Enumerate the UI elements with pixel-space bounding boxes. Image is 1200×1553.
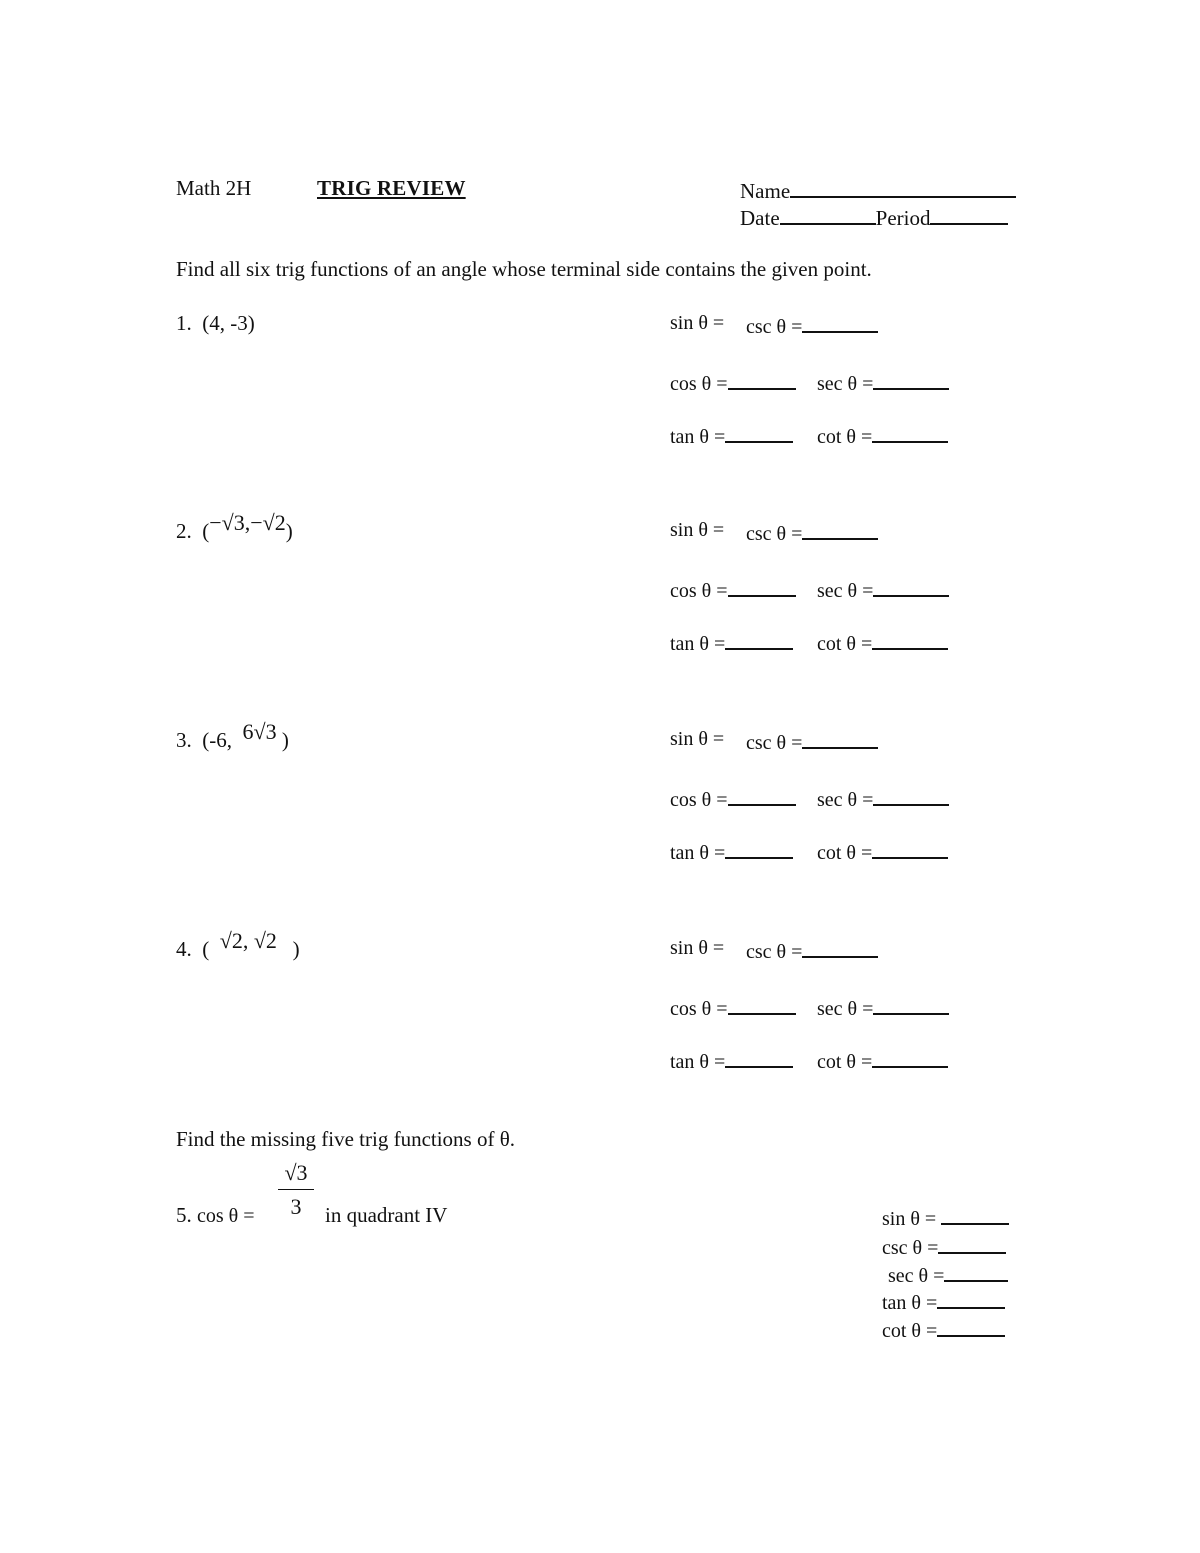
- p3-tan-answer[interactable]: [670, 839, 793, 863]
- problem-number: 5.: [176, 1203, 192, 1227]
- cos-label: cos θ =: [670, 998, 728, 1020]
- quadrant-condition: in quadrant IV: [325, 1203, 448, 1227]
- csc-label: csc θ =: [746, 523, 803, 545]
- p4-tan-answer[interactable]: [670, 1048, 793, 1072]
- tan-label: tan θ =: [670, 426, 726, 448]
- point-open: (: [202, 519, 210, 543]
- cos-label: cos θ =: [670, 789, 728, 811]
- sec-label: sec θ =: [817, 373, 874, 395]
- section1-instructions: Find all six trig functions of an angle whose terminal side contains the given point.: [176, 257, 872, 281]
- p5-tan-answer[interactable]: [882, 1289, 1005, 1313]
- p2-sec-answer[interactable]: [817, 577, 949, 601]
- answer-blank[interactable]: [872, 423, 948, 443]
- point-close: ): [292, 937, 300, 961]
- answer-blank[interactable]: [728, 577, 796, 597]
- answer-blank[interactable]: [944, 1262, 1008, 1282]
- name-blank[interactable]: [790, 178, 1016, 198]
- p3-csc-answer[interactable]: [746, 729, 878, 753]
- answer-blank[interactable]: [872, 839, 948, 859]
- sec-label: sec θ =: [817, 998, 874, 1020]
- problem-3-point: [176, 719, 289, 752]
- p3-sec-answer[interactable]: [817, 786, 949, 810]
- period-label: Period: [875, 206, 931, 230]
- answer-blank[interactable]: [728, 370, 796, 390]
- p2-csc-answer[interactable]: [746, 520, 878, 544]
- csc-label: csc θ =: [882, 1237, 939, 1259]
- p1-sin-answer[interactable]: [670, 313, 724, 333]
- section2-instructions: Find the missing five trig functions of θ.: [176, 1127, 516, 1151]
- csc-label: csc θ =: [746, 316, 803, 338]
- answer-blank[interactable]: [873, 577, 949, 597]
- fraction-denominator: 3: [290, 1194, 302, 1219]
- answer-blank[interactable]: [802, 520, 878, 540]
- p5-sec-answer[interactable]: [888, 1262, 1008, 1286]
- tan-label: tan θ =: [670, 633, 726, 655]
- p1-csc-answer[interactable]: [746, 313, 878, 337]
- p1-cos-answer[interactable]: [670, 370, 796, 394]
- p4-cos-answer[interactable]: [670, 995, 796, 1019]
- p5-sin-answer[interactable]: [882, 1205, 1009, 1229]
- point-close: ): [281, 728, 289, 752]
- answer-blank[interactable]: [725, 1048, 793, 1068]
- answer-blank[interactable]: [937, 1289, 1005, 1309]
- point-expression: 6√3: [242, 719, 277, 744]
- p5-cot-answer[interactable]: [882, 1317, 1005, 1341]
- problem-number: 1.: [176, 311, 192, 335]
- p3-cot-answer[interactable]: [817, 839, 948, 863]
- cos-label: cos θ =: [670, 373, 728, 395]
- p2-cot-answer[interactable]: [817, 630, 948, 654]
- point-expression: √2, √2: [219, 928, 277, 953]
- point-value: (4, -3): [202, 311, 255, 335]
- p2-tan-answer[interactable]: [670, 630, 793, 654]
- sec-label: sec θ =: [817, 789, 874, 811]
- problem-2-point: [176, 510, 293, 543]
- p2-sin-answer[interactable]: [670, 520, 724, 540]
- point-open: (-6,: [202, 728, 232, 752]
- answer-blank[interactable]: [872, 630, 948, 650]
- sin-label: sin θ =: [670, 312, 725, 334]
- answer-blank[interactable]: [872, 1048, 948, 1068]
- sin-label: sin θ =: [882, 1208, 937, 1230]
- point-close: ): [285, 519, 293, 543]
- period-blank[interactable]: [930, 205, 1008, 225]
- tan-label: tan θ =: [670, 1051, 726, 1073]
- cot-label: cot θ =: [817, 426, 873, 448]
- sin-label: sin θ =: [670, 937, 725, 959]
- sec-label: sec θ =: [888, 1265, 945, 1287]
- date-label: Date: [740, 206, 780, 230]
- p3-cos-answer[interactable]: [670, 786, 796, 810]
- answer-blank[interactable]: [873, 370, 949, 390]
- csc-label: csc θ =: [746, 732, 803, 754]
- answer-blank[interactable]: [937, 1317, 1005, 1337]
- problem-number: 2.: [176, 519, 192, 543]
- name-field[interactable]: [740, 178, 1016, 202]
- answer-blank[interactable]: [873, 995, 949, 1015]
- p2-cos-answer[interactable]: [670, 577, 796, 601]
- problem-5-number: [176, 1205, 255, 1226]
- p4-cot-answer[interactable]: [817, 1048, 948, 1072]
- problem-number: 3.: [176, 728, 192, 752]
- cos-label: cos θ =: [670, 580, 728, 602]
- problem-number: 4.: [176, 937, 192, 961]
- point-open: (: [202, 937, 210, 961]
- date-blank[interactable]: [780, 205, 876, 225]
- given-label: cos θ =: [197, 1205, 255, 1227]
- p1-sec-answer[interactable]: [817, 370, 949, 394]
- answer-blank[interactable]: [938, 1234, 1006, 1254]
- cot-label: cot θ =: [817, 633, 873, 655]
- cot-label: cot θ =: [882, 1320, 938, 1342]
- answer-blank[interactable]: [725, 423, 793, 443]
- answer-blank[interactable]: [725, 839, 793, 859]
- course-label: Math 2H: [176, 176, 252, 200]
- answer-blank[interactable]: [873, 786, 949, 806]
- p1-tan-answer[interactable]: [670, 423, 793, 447]
- page-title: TRIG REVIEW: [317, 176, 466, 200]
- answer-blank[interactable]: [941, 1205, 1009, 1225]
- p4-csc-answer[interactable]: [746, 938, 878, 962]
- name-label: Name: [740, 179, 791, 203]
- problem-4-point: [176, 928, 300, 961]
- sin-label: sin θ =: [670, 728, 725, 750]
- cot-label: cot θ =: [817, 1051, 873, 1073]
- tan-label: tan θ =: [670, 842, 726, 864]
- csc-label: csc θ =: [746, 941, 803, 963]
- answer-blank[interactable]: [802, 938, 878, 958]
- p1-cot-answer[interactable]: [817, 423, 948, 447]
- p5-csc-answer[interactable]: [882, 1234, 1006, 1258]
- date-period-field[interactable]: [740, 205, 1008, 229]
- answer-blank[interactable]: [728, 786, 796, 806]
- problem-1-point: [176, 313, 255, 334]
- answer-blank[interactable]: [725, 630, 793, 650]
- p4-sin-answer[interactable]: [670, 938, 724, 958]
- p4-sec-answer[interactable]: [817, 995, 949, 1019]
- sec-label: sec θ =: [817, 580, 874, 602]
- given-fraction: [278, 1160, 314, 1220]
- p3-sin-answer[interactable]: [670, 729, 724, 749]
- sin-label: sin θ =: [670, 519, 725, 541]
- answer-blank[interactable]: [802, 313, 878, 333]
- fraction-numerator: √3: [278, 1160, 314, 1190]
- cot-label: cot θ =: [817, 842, 873, 864]
- tan-label: tan θ =: [882, 1292, 938, 1314]
- answer-blank[interactable]: [728, 995, 796, 1015]
- point-expression: −√3,−√2: [209, 510, 286, 535]
- answer-blank[interactable]: [802, 729, 878, 749]
